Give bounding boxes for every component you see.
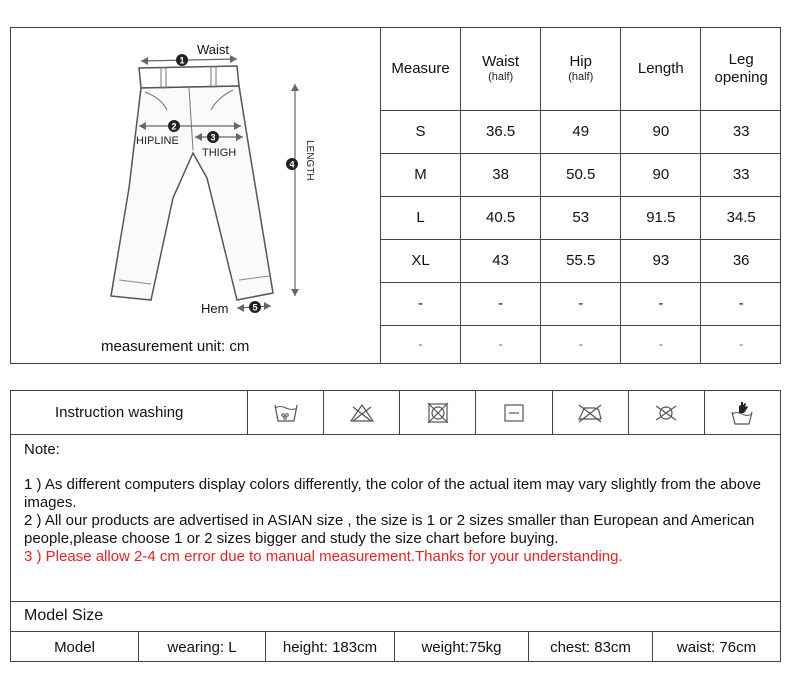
length-cell: -: [621, 282, 701, 325]
do-not-bleach-icon: [349, 402, 375, 424]
header-hip: Hip (half): [541, 28, 621, 110]
chest-cell: chest: 83cm: [529, 632, 653, 662]
waist-cell: -: [461, 282, 541, 325]
model-size-title: Model Size: [24, 607, 104, 624]
hip-cell: 53: [541, 196, 621, 239]
waist-label: Waist: [197, 42, 230, 57]
care-instructions-row: [11, 391, 780, 435]
model-size-row: [11, 631, 780, 662]
size-cell: XL: [381, 239, 461, 282]
note-item-2: 2 ) All our products are advertised in ASIAN size , the size is 1 or 2 sizes smaller than European and American people,please choose 1 or 2 sizes bigger and study the size chart before buying.: [24, 512, 755, 547]
hip-cell: -: [541, 325, 621, 363]
iron-low-icon: [576, 402, 604, 424]
header-length: Length: [621, 28, 701, 110]
leg-opening-cell: 33: [701, 110, 781, 153]
waist-cell: 36.5: [461, 110, 541, 153]
hip-cell: 50.5: [541, 153, 621, 196]
size-table-header-row: [381, 28, 782, 110]
hand-wash-30-icon: [273, 402, 299, 424]
care-cell: [553, 391, 629, 434]
length-cell: 93: [621, 239, 701, 282]
leg-opening-cell: 34.5: [701, 196, 781, 239]
wearing-cell: wearing: L: [139, 632, 266, 662]
size-cell: L: [381, 196, 461, 239]
size-cell: S: [381, 110, 461, 153]
leg-opening-cell: -: [701, 282, 781, 325]
hem-label: Hem: [201, 301, 229, 316]
divider: [11, 601, 780, 602]
length-cell: -: [621, 325, 701, 363]
marker-5-number: 5: [252, 302, 258, 313]
pants-diagram: [11, 28, 381, 363]
waist-cell: waist: 76cm: [676, 638, 757, 656]
marker-1-number: 1: [179, 55, 185, 66]
model-cell: Model: [11, 632, 139, 662]
care-cell: [705, 391, 780, 434]
height-cell: height: 183cm: [266, 632, 395, 662]
size-cell: M: [381, 153, 461, 196]
note-item-1: 1 ) As different computers display colors differently, the color of the actual item may vary slightly from the above images.: [24, 476, 762, 511]
do-not-tumble-dry-icon: [425, 402, 451, 424]
notes-body: [24, 476, 774, 566]
size-cell: -: [381, 282, 461, 325]
do-not-dry-clean-icon: [652, 402, 680, 424]
note-title: Note:: [24, 441, 60, 458]
leg-opening-cell: 36: [701, 239, 781, 282]
hand-wash-icon: [729, 400, 755, 426]
pants-illustration: [11, 28, 381, 328]
header-measure: Measure: [381, 28, 461, 110]
dry-flat-icon: [501, 402, 527, 424]
care-cell: [248, 391, 324, 434]
length-cell: 90: [621, 110, 701, 153]
weight-cell: weight:75kg: [395, 632, 529, 662]
table-row: [381, 110, 782, 153]
care-cell: [324, 391, 400, 434]
size-chart-panel: [10, 27, 781, 364]
waist-cell: -: [461, 325, 541, 363]
size-table: [380, 28, 781, 363]
length-cell: 90: [621, 153, 701, 196]
length-cell: 91.5: [621, 196, 701, 239]
table-row: [381, 196, 782, 239]
size-cell: -: [381, 325, 461, 363]
hip-cell: -: [541, 282, 621, 325]
header-waist: Waist (half): [461, 28, 541, 110]
table-row: [381, 239, 782, 282]
hipline-label: HIPLINE: [136, 135, 179, 147]
table-row: [381, 153, 782, 196]
note-item-3: 3 ) Please allow 2-4 cm error due to manual measurement.Thanks for your understanding.: [24, 548, 623, 565]
care-label: Instruction washing: [11, 391, 248, 434]
marker-2-number: 2: [171, 121, 177, 132]
measurement-unit-text: measurement unit: cm: [101, 338, 250, 355]
hip-cell: 55.5: [541, 239, 621, 282]
thigh-label: THIGH: [202, 147, 237, 159]
marker-4-number: 4: [289, 159, 295, 170]
leg-opening-cell: -: [701, 325, 781, 363]
table-row: [381, 282, 782, 325]
length-label: LENGTH: [304, 140, 315, 181]
table-row: [381, 325, 782, 363]
hip-cell: 49: [541, 110, 621, 153]
care-cell: [400, 391, 476, 434]
waist-cell: 40.5: [461, 196, 541, 239]
care-cell: [476, 391, 552, 434]
waist-cell: 43: [461, 239, 541, 282]
care-notes-panel: [10, 390, 781, 662]
care-cell: [629, 391, 705, 434]
waist-cell: 38: [461, 153, 541, 196]
leg-opening-cell: 33: [701, 153, 781, 196]
marker-3-number: 3: [210, 132, 216, 143]
header-leg-opening: Leg opening: [701, 28, 781, 110]
